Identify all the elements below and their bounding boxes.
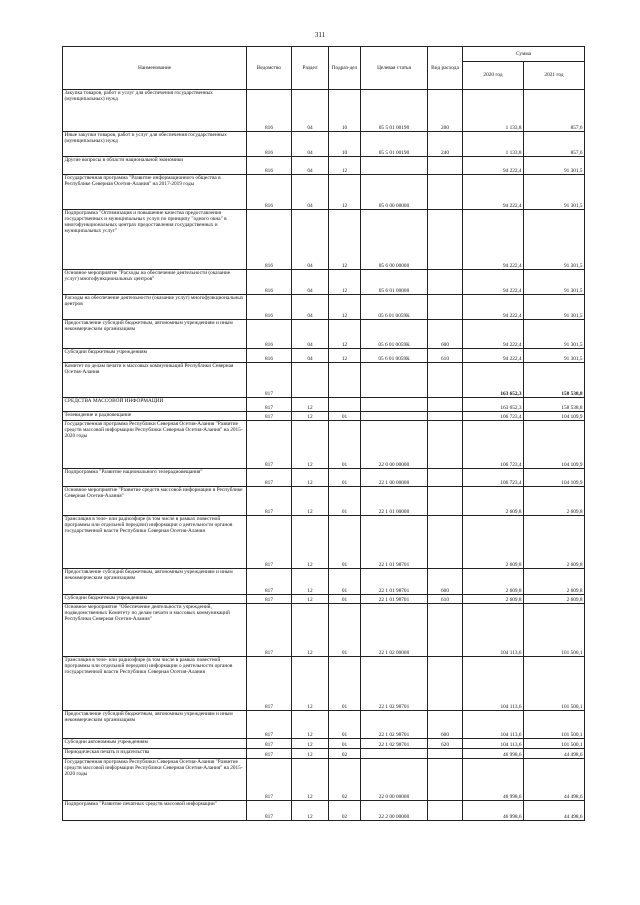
row-podrazdel: 02 (329, 749, 361, 759)
row-sum-2021: 91 301,5 (524, 295, 585, 320)
row-target: 22 1 01 98701 (361, 595, 428, 604)
header-target: Целевая статья (361, 47, 428, 90)
row-razdel: 04 (292, 295, 329, 320)
header-vedomstvo: Ведомство (247, 47, 292, 90)
row-vedomstvo: 816 (247, 210, 292, 270)
row-target: 05 6 00 00000 (361, 210, 428, 270)
row-target: 22 0 00 00000 (361, 421, 428, 469)
row-name: Подпрограмма "Развитие печатных средств массовой информации" (63, 801, 247, 821)
row-sum-2021: 91 301,5 (524, 210, 585, 270)
row-podrazdel: 12 (329, 270, 361, 295)
row-sum-2021: 158 538,8 (524, 363, 585, 398)
row-target: 05 6 01 0059К (361, 295, 428, 320)
row-vid: 620 (428, 739, 463, 749)
row-vedomstvo: 817 (247, 711, 292, 739)
row-razdel: 12 (292, 469, 329, 487)
row-name: Телевидение и радиовещание (63, 412, 247, 421)
row-vid (428, 759, 463, 801)
row-sum-2021: 104 109,9 (524, 469, 585, 487)
table-row (63, 210, 585, 270)
row-podrazdel: 01 (329, 569, 361, 595)
table-row (63, 398, 585, 412)
row-podrazdel: 01 (329, 657, 361, 711)
row-target (361, 157, 428, 175)
header-sum: Сумма (463, 47, 585, 62)
table-row (63, 175, 585, 210)
row-sum-2020: 94 222,4 (463, 210, 524, 270)
row-podrazdel (329, 398, 361, 412)
row-vid (428, 657, 463, 711)
row-vedomstvo: 817 (247, 412, 292, 421)
row-sum-2020: 163 652,3 (463, 363, 524, 398)
row-vedomstvo: 817 (247, 363, 292, 398)
row-razdel: 12 (292, 569, 329, 595)
row-vid (428, 210, 463, 270)
row-sum-2021: 2 609,8 (524, 487, 585, 516)
table-row (63, 320, 585, 349)
table-row (63, 487, 585, 516)
row-sum-2020: 94 222,4 (463, 295, 524, 320)
row-name: Другие вопросы в области национальной экономики (63, 157, 247, 175)
table-row (63, 516, 585, 569)
row-vid (428, 175, 463, 210)
row-vedomstvo: 816 (247, 349, 292, 363)
row-podrazdel: 10 (329, 90, 361, 132)
header-razdel: Раздел (292, 47, 329, 90)
row-razdel: 12 (292, 604, 329, 657)
row-name: Государственная программа Республики Северная Осетия-Алания "Развитие средств массовой информации Республики Северная Осетия-Алания" на 2015-2020 годы (63, 421, 247, 469)
row-vedomstvo: 817 (247, 801, 292, 821)
row-sum-2020: 163 652,3 (463, 398, 524, 412)
row-razdel: 04 (292, 157, 329, 175)
row-name: Предоставление субсидий бюджетным, автономным учреждениям и иным некоммерческим организациям (63, 711, 247, 739)
row-podrazdel: 12 (329, 349, 361, 363)
table-row (63, 711, 585, 739)
row-name: Субсидии бюджетным учреждениям (63, 349, 247, 363)
row-podrazdel: 01 (329, 469, 361, 487)
row-target (361, 412, 428, 421)
row-sum-2021: 91 301,5 (524, 270, 585, 295)
row-name: Трансляция в теле- или радиоэфире (в том числе в рамках повестной программы или отдельной передачи) информации о деятельности органов государственной власти Республики Северная Осетия-Алания (63, 516, 247, 569)
row-vedomstvo: 817 (247, 516, 292, 569)
row-name: Трансляция в теле- или радиоэфире (в том числе в рамках повестной программы или отдельной передачи) информации о деятельности органов государственной власти Республики Северная Осетия-Алания (63, 657, 247, 711)
row-name: Закупка товаров, работ и услуг для обеспечения государственных (муниципальных) нужд (63, 90, 247, 132)
row-target (361, 398, 428, 412)
row-vedomstvo: 817 (247, 657, 292, 711)
header-name: Наименование (63, 47, 247, 90)
row-name: Расходы на обеспечение деятельности (оказание услуг) многофункциональных центров (63, 295, 247, 320)
row-vedomstvo: 817 (247, 469, 292, 487)
row-vid: 600 (428, 569, 463, 595)
table-row (63, 739, 585, 749)
row-sum-2021: 2 609,8 (524, 595, 585, 604)
table-row (63, 412, 585, 421)
row-name: Государственная программа Республики Северная Осетия-Алания "Развитие средств массовой информации Республики Северная Осетия-Алания" на 2015-2020 годы (63, 759, 247, 801)
row-sum-2021: 91 301,5 (524, 175, 585, 210)
row-vedomstvo: 817 (247, 569, 292, 595)
row-razdel: 04 (292, 320, 329, 349)
row-vedomstvo: 816 (247, 320, 292, 349)
row-vedomstvo: 816 (247, 157, 292, 175)
table-row (63, 469, 585, 487)
row-sum-2020: 94 222,4 (463, 157, 524, 175)
row-sum-2020: 104 113,6 (463, 711, 524, 739)
row-vedomstvo: 817 (247, 749, 292, 759)
row-target: 22 1 01 00000 (361, 487, 428, 516)
row-name: Предоставление субсидий бюджетным, автономным учреждениям и иным некоммерческим организациям (63, 320, 247, 349)
row-sum-2020: 106 723,4 (463, 412, 524, 421)
row-razdel: 12 (292, 759, 329, 801)
row-razdel: 12 (292, 801, 329, 821)
row-name: Иные закупки товаров, работ и услуг для обеспечения государственных (муниципальных) нужд (63, 132, 247, 157)
header-vid: Вид расхода (428, 47, 463, 90)
row-vid: 600 (428, 320, 463, 349)
row-sum-2020: 104 113,6 (463, 604, 524, 657)
table-row (63, 270, 585, 295)
header-podrazdel: Подраз-дел (329, 47, 361, 90)
table-row (63, 604, 585, 657)
row-razdel: 12 (292, 398, 329, 412)
row-sum-2020: 2 609,8 (463, 487, 524, 516)
row-sum-2020: 106 723,4 (463, 421, 524, 469)
row-sum-2020: 94 222,4 (463, 175, 524, 210)
row-sum-2021: 101 500,1 (524, 657, 585, 711)
row-sum-2021: 2 609,8 (524, 516, 585, 569)
row-podrazdel: 12 (329, 157, 361, 175)
row-sum-2021: 101 500,1 (524, 604, 585, 657)
table-row (63, 421, 585, 469)
row-vid (428, 421, 463, 469)
row-target: 22 2 00 00000 (361, 801, 428, 821)
table-row (63, 363, 585, 398)
table-row (63, 349, 585, 363)
row-sum-2020: 2 609,8 (463, 595, 524, 604)
row-vedomstvo: 817 (247, 604, 292, 657)
row-podrazdel (329, 363, 361, 398)
row-target: 05 6 01 0059К (361, 349, 428, 363)
row-podrazdel: 01 (329, 604, 361, 657)
row-target: 22 1 02 00000 (361, 604, 428, 657)
row-sum-2021: 2 609,8 (524, 569, 585, 595)
table-row (63, 569, 585, 595)
table-row (63, 759, 585, 801)
row-vid (428, 487, 463, 516)
row-sum-2021: 44 498,6 (524, 759, 585, 801)
row-sum-2021: 91 301,5 (524, 320, 585, 349)
row-sum-2020: 104 113,6 (463, 739, 524, 749)
row-sum-2020: 1 133,8 (463, 132, 524, 157)
row-name: Субсидии автономным учреждениям (63, 739, 247, 749)
row-razdel: 04 (292, 270, 329, 295)
row-name: Государственная программа "Развитие информационного общества в Республике Северная Осетия-Алания" на 2017-2019 годы (63, 175, 247, 210)
table-row (63, 90, 585, 132)
row-podrazdel: 01 (329, 516, 361, 569)
row-razdel: 12 (292, 487, 329, 516)
row-vid (428, 469, 463, 487)
row-podrazdel: 12 (329, 295, 361, 320)
row-vid (428, 363, 463, 398)
row-sum-2020: 106 723,4 (463, 469, 524, 487)
row-name: Комитет по делам печати и массовых коммуникаций Республики Северная Осетия-Алания (63, 363, 247, 398)
row-vid: 200 (428, 90, 463, 132)
row-sum-2021: 158 538,8 (524, 398, 585, 412)
row-name: Подпрограмма "Оптимизация и повышение качества предоставления государственных и муниципальных услуп по принципу "одного окна" в многофункциональных центрах предоставления государственных и муниципальных услуг" (63, 210, 247, 270)
row-sum-2021: 101 500,1 (524, 739, 585, 749)
row-vid (428, 398, 463, 412)
row-vedomstvo: 817 (247, 595, 292, 604)
row-sum-2021: 101 500,1 (524, 711, 585, 739)
row-razdel: 04 (292, 175, 329, 210)
row-target (361, 363, 428, 398)
header-2020: 2020 год (463, 62, 524, 90)
row-sum-2021: 857,6 (524, 90, 585, 132)
row-target: 05 5 01 00190 (361, 132, 428, 157)
row-vedomstvo: 816 (247, 270, 292, 295)
row-sum-2020: 94 222,4 (463, 349, 524, 363)
row-vid: 240 (428, 132, 463, 157)
row-sum-2020: 46 998,6 (463, 759, 524, 801)
row-vedomstvo: 817 (247, 759, 292, 801)
row-podrazdel: 01 (329, 412, 361, 421)
row-razdel: 04 (292, 210, 329, 270)
row-razdel: 12 (292, 749, 329, 759)
row-razdel: 12 (292, 412, 329, 421)
row-name: Основное мероприятие "Обеспечение деятельности учреждений, подведомственных Комитету по делам печати и массовых коммуникаций Республики Северная Осетия-Алания" (63, 604, 247, 657)
row-podrazdel: 12 (329, 210, 361, 270)
row-razdel: 12 (292, 711, 329, 739)
row-vid (428, 270, 463, 295)
row-sum-2020: 94 222,4 (463, 320, 524, 349)
row-podrazdel: 01 (329, 595, 361, 604)
row-target: 22 1 01 98701 (361, 516, 428, 569)
row-target: 05 6 01 0059К (361, 320, 428, 349)
row-target: 05 6 01 00000 (361, 270, 428, 295)
row-razdel: 12 (292, 595, 329, 604)
row-razdel: 12 (292, 657, 329, 711)
row-vedomstvo: 817 (247, 421, 292, 469)
row-vedomstvo: 816 (247, 175, 292, 210)
row-podrazdel: 12 (329, 175, 361, 210)
row-podrazdel: 12 (329, 320, 361, 349)
row-name: Подпрограмма "Развитие национального телерадиовещания" (63, 469, 247, 487)
row-razdel: 04 (292, 132, 329, 157)
table-row (63, 657, 585, 711)
row-target: 05 5 01 00190 (361, 90, 428, 132)
table-row (63, 132, 585, 157)
row-sum-2020: 2 609,8 (463, 569, 524, 595)
row-vid: 610 (428, 595, 463, 604)
header-2021: 2021 год (524, 62, 585, 90)
row-target: 22 1 00 00000 (361, 469, 428, 487)
row-vid: 600 (428, 711, 463, 739)
row-name: Субсидии бюджетным учреждениям (63, 595, 247, 604)
row-sum-2021: 857,6 (524, 132, 585, 157)
row-vedomstvo: 816 (247, 90, 292, 132)
row-name: Периодическая печать и издательства (63, 749, 247, 759)
row-vedomstvo: 817 (247, 739, 292, 749)
row-podrazdel: 01 (329, 421, 361, 469)
row-podrazdel: 02 (329, 801, 361, 821)
row-sum-2020: 46 998,6 (463, 801, 524, 821)
row-razdel (292, 363, 329, 398)
row-razdel: 12 (292, 421, 329, 469)
row-target: 05 0 00 00000 (361, 175, 428, 210)
row-sum-2020: 1 133,8 (463, 90, 524, 132)
row-target (361, 749, 428, 759)
row-podrazdel: 01 (329, 711, 361, 739)
row-sum-2020: 46 998,6 (463, 749, 524, 759)
row-sum-2021: 44 498,6 (524, 801, 585, 821)
row-vid (428, 157, 463, 175)
row-podrazdel: 01 (329, 739, 361, 749)
table-row (63, 295, 585, 320)
row-sum-2021: 91 301,5 (524, 157, 585, 175)
row-name: Предоставление субсидий бюджетным, автономным учреждениям и иным некоммерческим организациям (63, 569, 247, 595)
row-sum-2021: 104 109,9 (524, 412, 585, 421)
row-name: Основное мероприятие "Расходы на обеспечение деятельности (оказание услуг) многофункциональных центров" (63, 270, 247, 295)
row-vedomstvo: 816 (247, 132, 292, 157)
row-razdel: 12 (292, 739, 329, 749)
row-vid (428, 412, 463, 421)
row-vedomstvo: 817 (247, 487, 292, 516)
row-vid (428, 516, 463, 569)
table-row (63, 749, 585, 759)
row-vedomstvo: 817 (247, 398, 292, 412)
row-sum-2020: 104 113,6 (463, 657, 524, 711)
table-body (63, 90, 585, 821)
row-target: 22 1 02 98701 (361, 657, 428, 711)
row-vid (428, 295, 463, 320)
row-target: 22 0 00 00000 (361, 759, 428, 801)
row-sum-2021: 104 109,9 (524, 421, 585, 469)
budget-table (62, 46, 585, 821)
row-vid (428, 604, 463, 657)
row-target: 22 1 02 98701 (361, 739, 428, 749)
table-row (63, 157, 585, 175)
row-vid (428, 749, 463, 759)
row-razdel: 04 (292, 349, 329, 363)
table-row (63, 801, 585, 821)
row-vedomstvo: 816 (247, 295, 292, 320)
row-target: 22 1 02 98701 (361, 711, 428, 739)
row-name: СРЕДСТВА МАССОВОЙ ИНФОРМАЦИИ (63, 398, 247, 412)
row-sum-2020: 2 609,8 (463, 516, 524, 569)
row-vid: 610 (428, 349, 463, 363)
row-name: Основное мероприятие "Развитие средств массовой информации в Республике Северная Осетия-Алания" (63, 487, 247, 516)
row-vid (428, 801, 463, 821)
row-podrazdel: 10 (329, 132, 361, 157)
row-sum-2021: 91 301,5 (524, 349, 585, 363)
row-podrazdel: 01 (329, 487, 361, 516)
row-sum-2021: 44 498,6 (524, 749, 585, 759)
row-target: 22 1 01 98701 (361, 569, 428, 595)
row-razdel: 04 (292, 90, 329, 132)
page-number: 311 (314, 31, 326, 39)
table-row (63, 595, 585, 604)
row-podrazdel: 02 (329, 759, 361, 801)
row-razdel: 12 (292, 516, 329, 569)
row-sum-2020: 94 222,4 (463, 270, 524, 295)
